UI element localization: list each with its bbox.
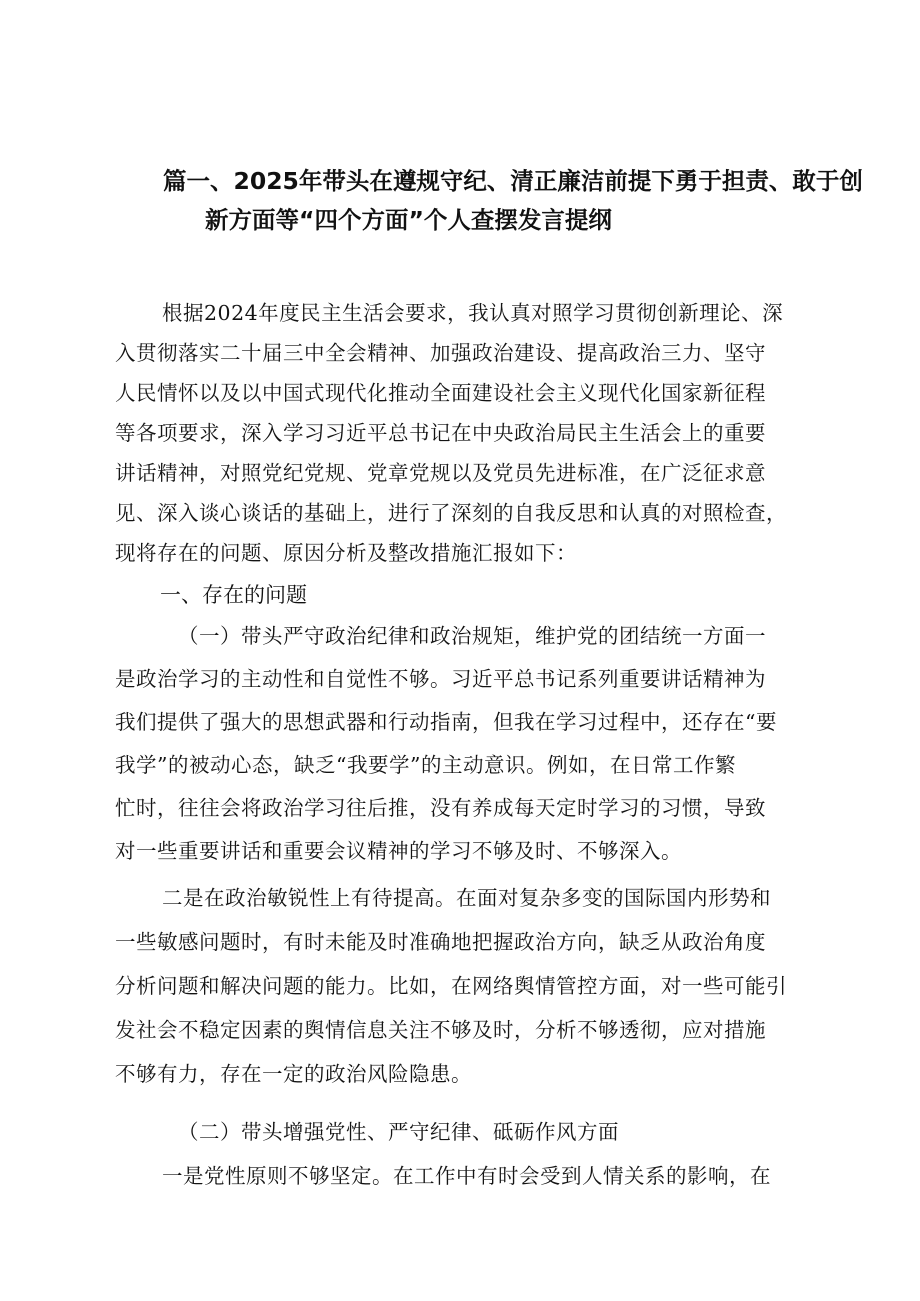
intro-line: 见、深入谈心谈话的基础上，进行了深刻的自我反思和认真的对照检查，: [115, 501, 787, 525]
body-line: 发社会不稳定因素的舆情信息关注不够及时，分析不够透彻，应对措施: [115, 1018, 766, 1042]
body-line: 分析问题和解决问题的能力。比如，在网络舆情管控方面，对一些可能引: [115, 974, 787, 998]
intro-line: 人民情怀以及以中国式现代化推动全面建设社会主义现代化国家新征程: [115, 381, 766, 405]
body-line: 不够有力，存在一定的政治风险隐患。: [115, 1062, 472, 1086]
section-heading: 一、存在的问题: [160, 583, 307, 607]
body-line: （一）带头严守政治纪律和政治规矩，维护党的团结统一方面一: [178, 624, 766, 648]
document-title-line-2: 新方面等“四个方面”个人查摆发言提纲: [205, 206, 612, 234]
intro-line: 现将存在的问题、原因分析及整改措施汇报如下：: [115, 541, 577, 565]
subsection-heading: （二）带头增强党性、严守纪律、砥砺作风方面: [178, 1120, 619, 1144]
intro-line: 讲话精神，对照党纪党规、党章党规以及党员先进标准，在广泛征求意: [115, 461, 766, 485]
body-line: 我们提供了强大的思想武器和行动指南，但我在学习过程中，还存在“要: [115, 710, 777, 734]
intro-line: 等各项要求，深入学习习近平总书记在中央政治局民主生活会上的重要: [115, 421, 766, 445]
body-line: 我学”的被动心态，缺乏“我要学”的主动意识。例如，在日常工作繁: [115, 753, 736, 777]
document-title-line-1: 篇一、2025年带头在遵规守纪、清正廉洁前提下勇于担责、敢于创: [163, 167, 863, 195]
body-line: 是政治学习的主动性和自觉性不够。习近平总书记系列重要讲话精神为: [115, 667, 766, 691]
body-line: 一些敏感问题时，有时未能及时准确地把握政治方向，缺乏从政治角度: [115, 930, 766, 954]
body-line: 忙时，往往会将政治学习往后推，没有养成每天定时学习的习惯，导致: [115, 796, 766, 820]
body-line: 二是在政治敏锐性上有待提高。在面对复杂多变的国际国内形势和: [162, 886, 771, 910]
intro-line: 根据2024年度民主生活会要求，我认真对照学习贯彻创新理论、深: [162, 301, 784, 325]
body-line: 一是党性原则不够坚定。在工作中有时会受到人情关系的影响，在: [162, 1164, 771, 1188]
body-line: 对一些重要讲话和重要会议精神的学习不够及时、不够深入。: [115, 839, 682, 863]
intro-line: 入贯彻落实二十届三中全会精神、加强政治建设、提高政治三力、坚守: [115, 341, 766, 365]
